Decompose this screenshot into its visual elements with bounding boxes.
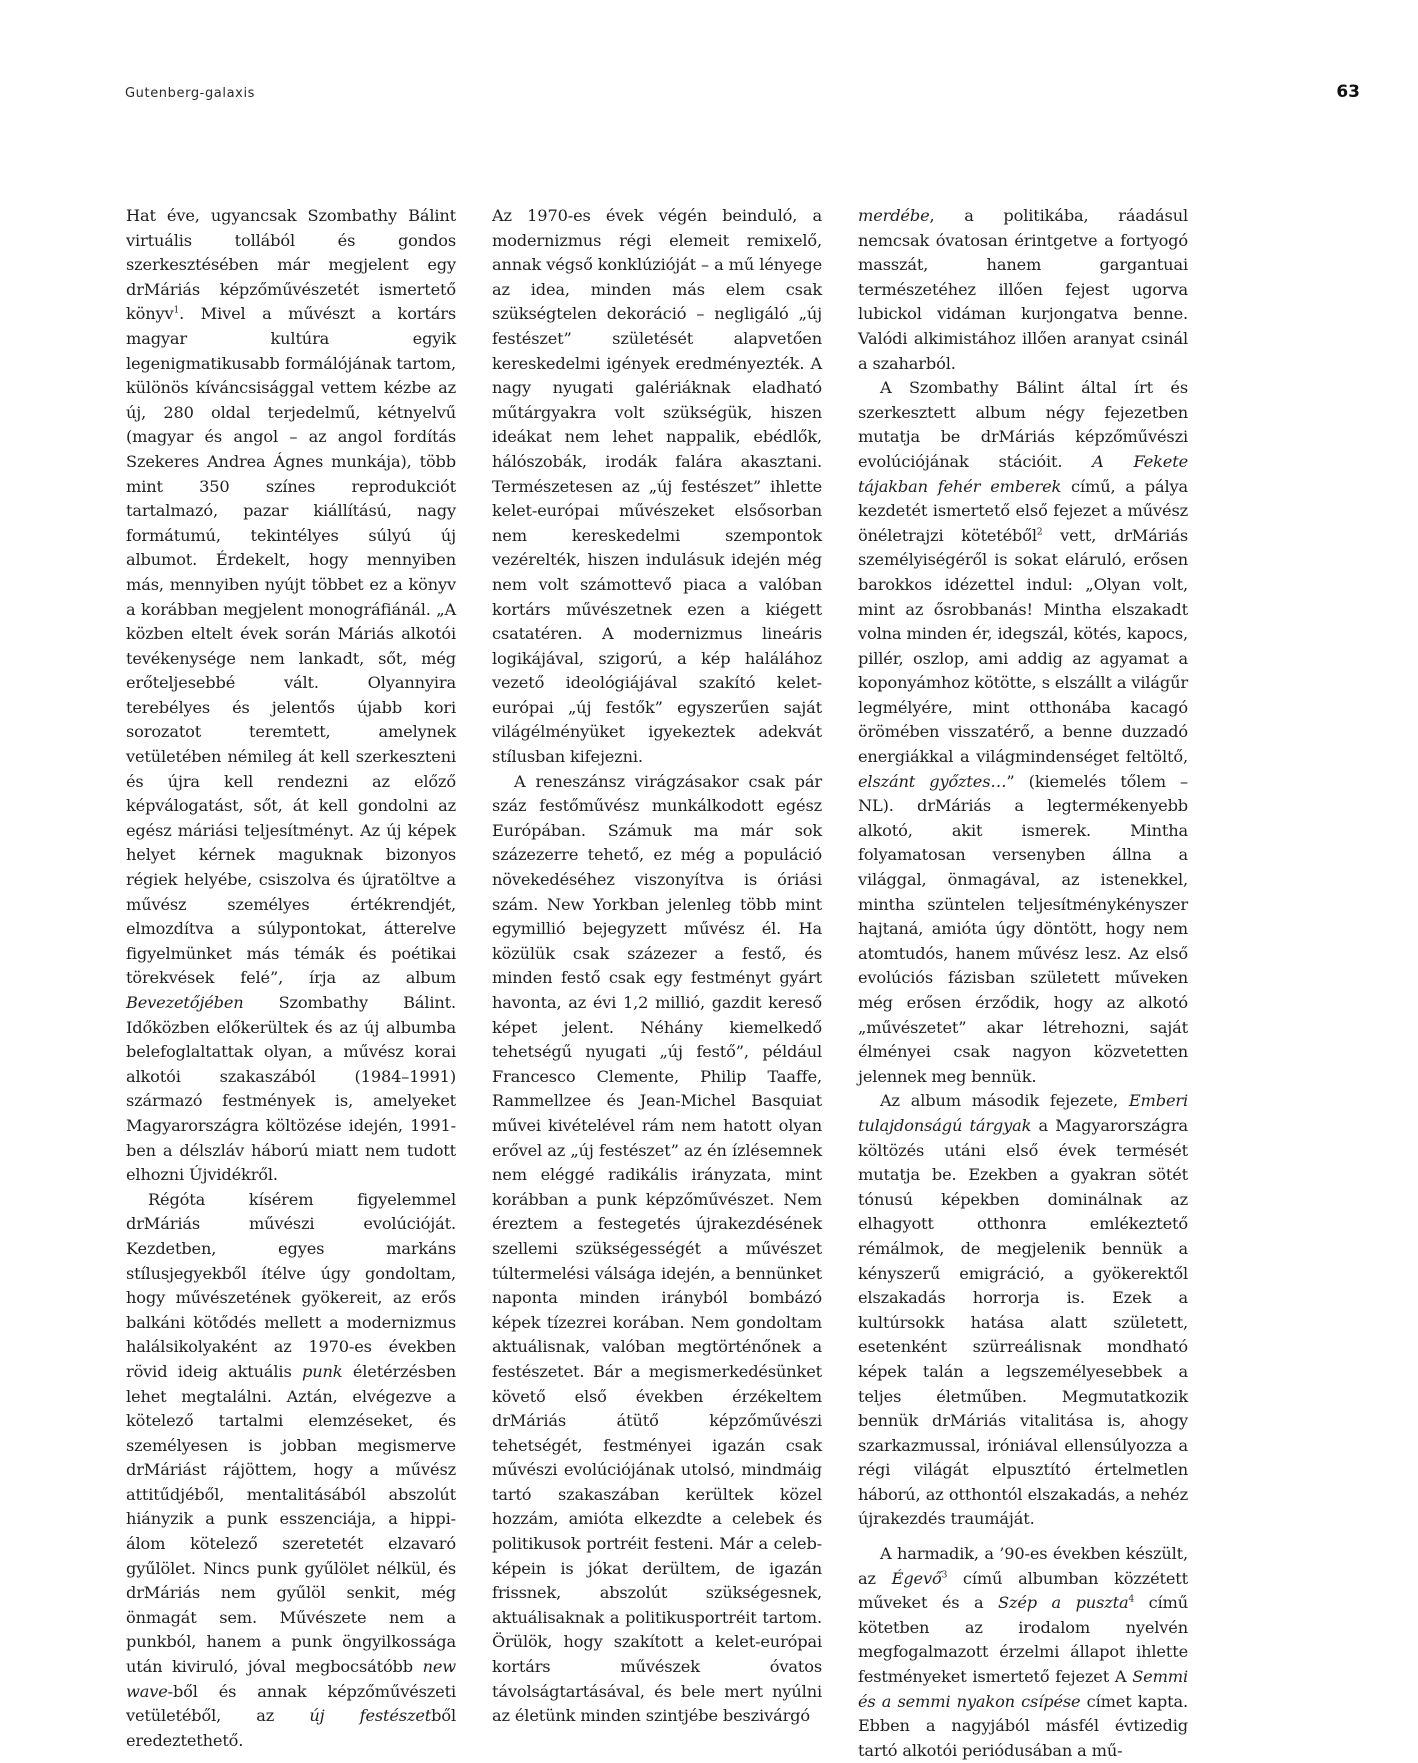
running-head: Gutenberg-galaxis [125,86,256,101]
text-run: című, a pálya kezdetét ismertető első fejezet a művész önéletrajzi kötetéből [858,476,1188,545]
text-column-3 [858,204,1188,1763]
italic-text: new wave [126,1657,456,1701]
text-run: , a politikába, ráadásul nemcsak óvatosan érintgetve a fortyogó masszát, hanem gargantuai természetéhez illően fejest ugorva lubickol vidáman kurjongatva benne. Valódi alkimistához illően aranyat csinál a szaharból. [858,206,1188,373]
paragraph [858,376,1188,1089]
paragraph [858,1089,1188,1532]
paragraph [492,204,822,770]
italic-text: Emberi tulajdonságú tárgyak [858,1091,1188,1135]
italic-text: Szép a puszta [998,1593,1129,1613]
paragraph [858,204,1188,376]
italic-text: Bevezetőjében [126,993,244,1012]
text-run: . Mivel a művészt a kortárs magyar kultúra egyik legenigmatikusabb formálójának tartom, különös kíváncsisággal vettem kézbe az új, 280 oldal terjedelmű, kétnyelvű (magyar és angol – az angol fordítás Szekeres Andrea Ágnes munkája), több mint 350 színes reprodukciót tartalmazó, pazar kiállítású, nagy formátumú, tekintélyes súlyú új albumot. Érdekelt, hogy mennyiben más, mennyiben nyújt többet ez a könyv a korábban megjelent monográfiánál. „A közben eltelt évek során Máriás alkotói tevékenysége nem lankadt, sőt, még erőteljesebbé vált. Olyannyira terebélyes és jelentős újabb kori sorozatot teremtett, amelynek vetületében némileg át kell szerkeszteni és újra kell rendezni az előző képválogatást, sőt, át kell gondolni az egész máriási teljesítményt. Az új képek helyet kérnek maguknak bizonyos régiek helyébe, csiszolva és újratöltve a művész személyes értékrendjét, elmozdítva a súlypontokat, átterelve figyelmünket más témák és poétikai törekvések felé”, írja az album [126,304,456,988]
text-run: A harmadik, a ’90-es években készült, az [858,1544,1188,1588]
text-run: a Magyarországra költözés utáni első évek termését mutatja be. Ezekben a gyakran sötét tónusú képekben dominálnak az elhagyott otthonra emlékeztető rémálmok, de megjelenik bennük a kényszerű emigráció, a gyökerektől elszakadás horrorja is. Ezek a kultúrsokk hatása alatt született, esetenként szürreálisnak mondható képek talán a legszemélyesebbek a teljes életműben. Megmutatkozik bennük drMáriás vitalitása is, ahogy szarkazmussal, iróniával ellensúlyozza a régi világát elpusztító értelmetlen háború, az otthontól elszakadás, a nehéz újrakezdés traumáját. [858,1115,1188,1529]
footnote-ref: 1 [173,305,180,316]
text-run: címet kapta. Ebben a nagyjából másfél évtizedig tartó alkotói periódusában a mű- [858,1691,1188,1760]
text-run: Hat éve, ugyancsak Szombathy Bálint virtuális tollából és gondos szerkesztésében már megjelent egy drMáriás képzőművészetét ismertető könyv [126,206,456,324]
text-run: Az 1970-es évek végén beinduló, a modernizmus régi elemeit remixelő, annak végső konklúzióját – a mű lényege az idea, minden más elem csak szükségtelen dekoráció – negligáló „új festészet” születését alapvetően kereskedelmi igények eredményezték. A nagy nyugati galériáknak eladható műtárgyakra volt szükségük, hiszen ideákat nem lehet nappalik, ebédlők, hálószobák, irodák falára akasztani. Természetesen az „új festészet” ihlette kelet-európai művészeket elsősorban nem kereskedelmi szempontok vezérelték, hiszen indulásuk idején még nem volt számottevő piaca a valóban kortárs művészetnek ezen a kiégett csatatéren. A modernizmus lineáris logikájával, szigorú, a kép halálához vezető ideológiájával szakító kelet-európai „új festők” egyszerűen saját világélményüket igyekeztek adekvát stílusban kifejezni. [492,206,822,767]
paragraph [492,770,822,1729]
text-run: -ből és annak képzőművészeti vetületéből, az [126,1681,456,1726]
text-run: című kötetben az irodalom nyelvén megfogalmazott érzelmi állapot ihlette festményeket ismertető fejezet A [858,1593,1188,1687]
text-column-2 [492,204,822,1763]
paragraph [126,204,456,1188]
text-run: című albumban közzétett műveket és a [858,1568,1189,1613]
italic-text: új festészet [309,1706,432,1726]
text-run: A Szombathy Bálint által írt és szerkesztett album négy fejezetben mutatja be drMáriás képzőművészi evolúciójának stációit. [858,378,1188,471]
page-number: 63 [1336,82,1360,102]
paragraph [858,1542,1188,1763]
footnote-ref: 2 [1036,527,1043,538]
text-run: életérzésben lehet megtalálni. Aztán, elvégezve a kötelező tartalmi elemzéseket, és személyesen is jobban megismerve drMáriást rájöttem, hogy a művész attitűdjéből, mentalitásából abszolút hiányzik a punk esszenciája, a hippi-álom kötelező szeretetét elzavaró gyűlölet. Nincs punk gyűlölet nélkül, és drMáriás nem gyűlöl senkit, még önmagát sem. Művészete nem a punkból, hanem a punk öngyilkossága után kivirulό, jóval megbocsátóbb [126,1361,456,1677]
italic-text: elszánt győztes… [858,771,1007,791]
text-run: vett, drMáriás személyiségéről is sokat eláruló, erősen barokkos idézettel indul: „Olyan volt, mint az ősrobbanás! Mintha elszakadt volna minden ér, idegszál, kötés, kapocs, pillér, oszlop, ami addig az agyamat a koponyámhoz kötötte, s elszállt a világűr legmélyére, mint otthonába kacagó örömében visszatérő, a benne duzzadó energiákkal a világmindenséget feltöltő, [858,525,1188,767]
italic-text: A Fekete tájakban fehér emberek [858,451,1188,496]
italic-text: Égevő [891,1568,942,1588]
footnote-ref: 3 [941,1570,948,1581]
text-run: ből eredeztethető. [126,1706,456,1750]
article-body [126,204,1189,1760]
text-column-1 [126,204,456,1763]
text-run: Régóta kísérem figyelemmel drMáriás művészi evolúcióját. Kezdetben, egyes markáns stílusjegyekből ítélve úgy gondoltam, hogy művészetének gyökereit, az erős balkáni kötődés mellett a modernizmus halálsikolyaként az 1970-es években rövid ideig aktuális [126,1189,456,1381]
italic-text: merdébe [858,206,930,225]
italic-text: punk [302,1361,343,1381]
paragraph [126,1188,456,1754]
footnote-ref: 4 [1128,1594,1135,1605]
text-run: Szombathy Bálint. Időközben előkerültek és az új albumba belefoglaltattak olyan, a művész korai alkotói szakaszából (1984–1991) származó festmények is, amelyeket Magyarországra költözése idején, 1991-ben a délszláv háború miatt nem tudott elhozni Újvidékről. [126,993,456,1185]
italic-text: Semmi és a semmi nyakon csípése [858,1667,1188,1711]
text-run: Az album második fejezete, [880,1091,1129,1111]
text-run: A reneszánsz virágzásakor csak pár száz festőművész munkálkodott egész Európában. Számuk ma már sok százezerre tehető, ez még a populáció növekedéséhez viszonyítva is óriási szám. New Yorkban jelenleg több mint egymillió bejegyzett művész él. Ha közülük csak százezer a festő, és minden festő csak egy festményt gyárt havonta, az évi 1,2 millió, gazdit kereső képet jelent. Néhány kiemelkedő tehetségű nyugati „új festő”, például Francesco Clemente, Philip Taaffe, Rammellzee és Jean-Michel Basquiat művei kivételével rám nem hatott olyan erővel az „új festészet” az én ízlésemnek nem eléggé radikális irányzata, mint korábban a punk képzőművészet. Nem éreztem a festegetés újrakezdésének szellemi szükségességét a művészet túltermelési válsága idején, a bennünket naponta minden irányból bombázó képek tízezrei korában. Nem gondoltam aktuálisnak, valóban megtörténőnek a festészetet. Bár a megismerkedésünket követő első években érzékeltem drMáriás átütő képzőművészi tehetségét, festményei igazán csak művészi evolúciójának utolsó, mindmáig tartó szakaszában kerültek közel hozzám, amióta elkezdte a celebek és politikusok portréit festeni. Már a celeb-képein is jókat derültem, de igazán frissnek, abszolút szükségesnek, aktuálisaknak a politikusportréit tartom. Örülök, hogy szakított a kelet-európai kortárs művészek óvatos távolságtartásával, és bele mert nyúlni az életünk minden szintjébe beszivárgó [492,771,822,1726]
text-run: ” (kiemelés tőlem – NL). drMáriás a legtermékenyebb alkotó, akit ismerek. Mintha folyamatosan versenyben állna a világgal, önmagával, az istenekkel, mintha szüntelen teljesítménykényszer hajtaná, amióta úgy döntött, hogy nem atomtudós, hanem művész lesz. Az első evolúciós fázisban született műveken még erősen érződik, hogy az alkotó „művészetet” akar létrehozni, saját élményei csak nagyon közvetetten jelennek meg bennük. [858,771,1188,1086]
